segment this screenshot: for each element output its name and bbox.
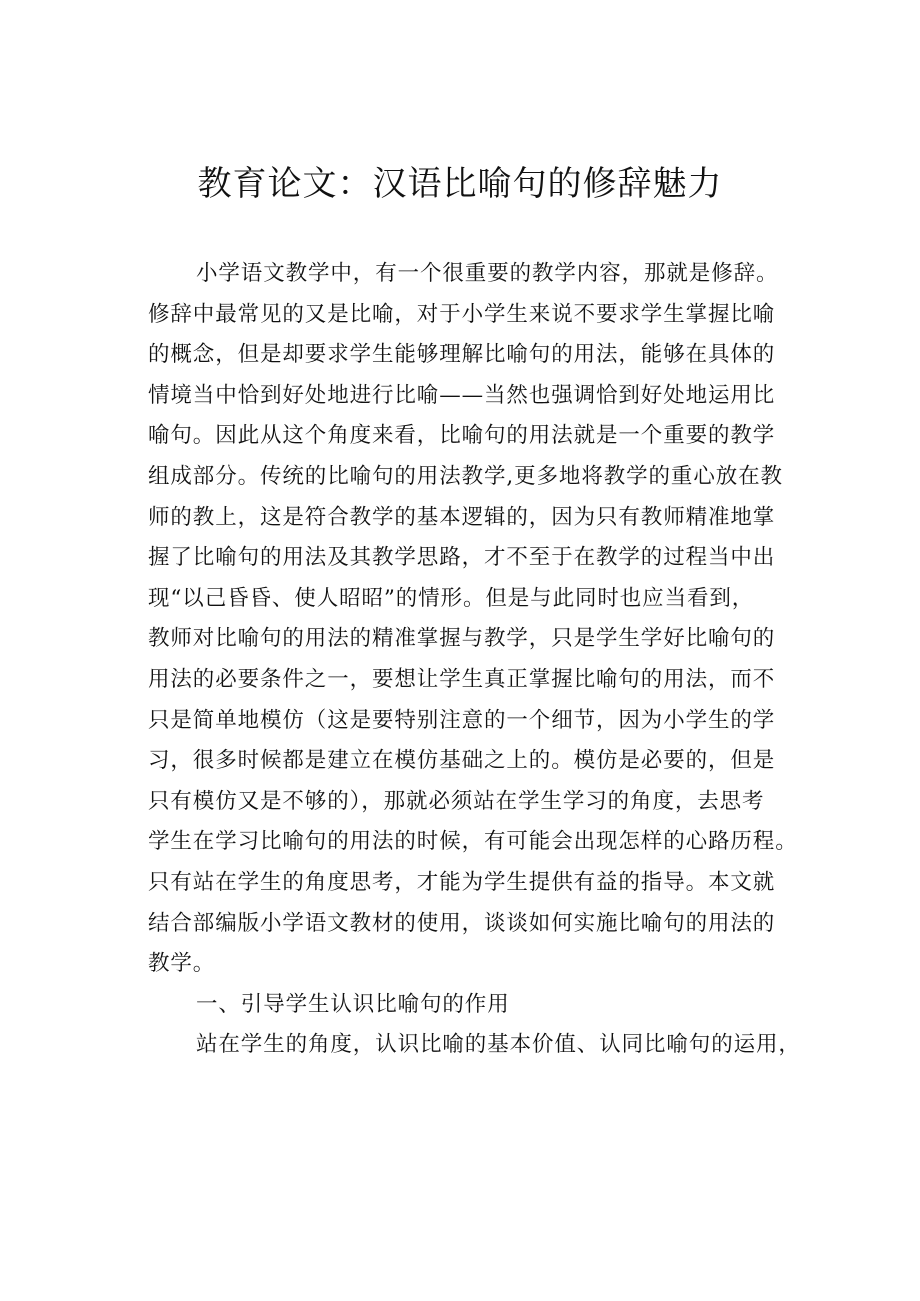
paragraph-line: 修辞中最常见的又是比喻，对于小学生来说不要求学生掌握比喻 [148, 301, 776, 327]
document-body [148, 254, 812, 1066]
paragraph-line: 用法的必要条件之一，要想让学生真正掌握比喻句的用法，而不 [148, 666, 776, 692]
paragraph-line: 教师对比喻句的用法的精准掌握与教学，只是学生学好比喻句的 [148, 626, 776, 652]
paragraph-line: 组成部分。传统的比喻句的用法教学,更多地将教学的重心放在教 [148, 463, 783, 489]
paragraph-line: 师的教上，这是符合教学的基本逻辑的，因为只有教师精准地掌 [148, 504, 776, 530]
paragraph-line: 的概念，但是却要求学生能够理解比喻句的用法，能够在具体的 [148, 342, 776, 368]
paragraph-line: 教学。 [148, 951, 216, 977]
paragraph-line: 情境当中恰到好处地进行比喻——当然也强调恰到好处地运用比 [148, 382, 776, 408]
section-heading: 一、引导学生认识比喻句的作用 [196, 991, 510, 1017]
paragraph-line: 结合部编版小学语文教材的使用，谈谈如何实施比喻句的用法的 [148, 910, 776, 936]
paragraph-line: 只有模仿又是不够的），那就必须站在学生学习的角度，去思考 [148, 788, 765, 814]
paragraph-line: 站在学生的角度，认识比喻的基本价值、认同比喻句的运用， [196, 1032, 801, 1058]
paragraph-line: 喻句。因此从这个角度来看，比喻句的用法就是一个重要的教学 [148, 423, 776, 449]
paragraph-line: 学生在学习比喻句的用法的时候，有可能会出现怎样的心路历程。 [148, 829, 798, 855]
document-title: 教育论文：汉语比喻句的修辞魅力 [197, 164, 723, 204]
paragraph-line: 习，很多时候都是建立在模仿基础之上的。模仿是必要的，但是 [148, 748, 776, 774]
paragraph-line: 握了比喻句的用法及其教学思路，才不至于在教学的过程当中出 [148, 545, 776, 571]
paragraph-line: 只有站在学生的角度思考，才能为学生提供有益的指导。本文就 [148, 869, 776, 895]
paragraph-line: 小学语文教学中，有一个很重要的教学内容，那就是修辞。 [196, 261, 779, 286]
paragraph-line: 现“以己昏昏、使人昭昭”的情形。但是与此同时也应当看到， [148, 585, 755, 611]
paragraph-line: 只是简单地模仿（这是要特别注意的一个细节，因为小学生的学 [148, 707, 776, 733]
